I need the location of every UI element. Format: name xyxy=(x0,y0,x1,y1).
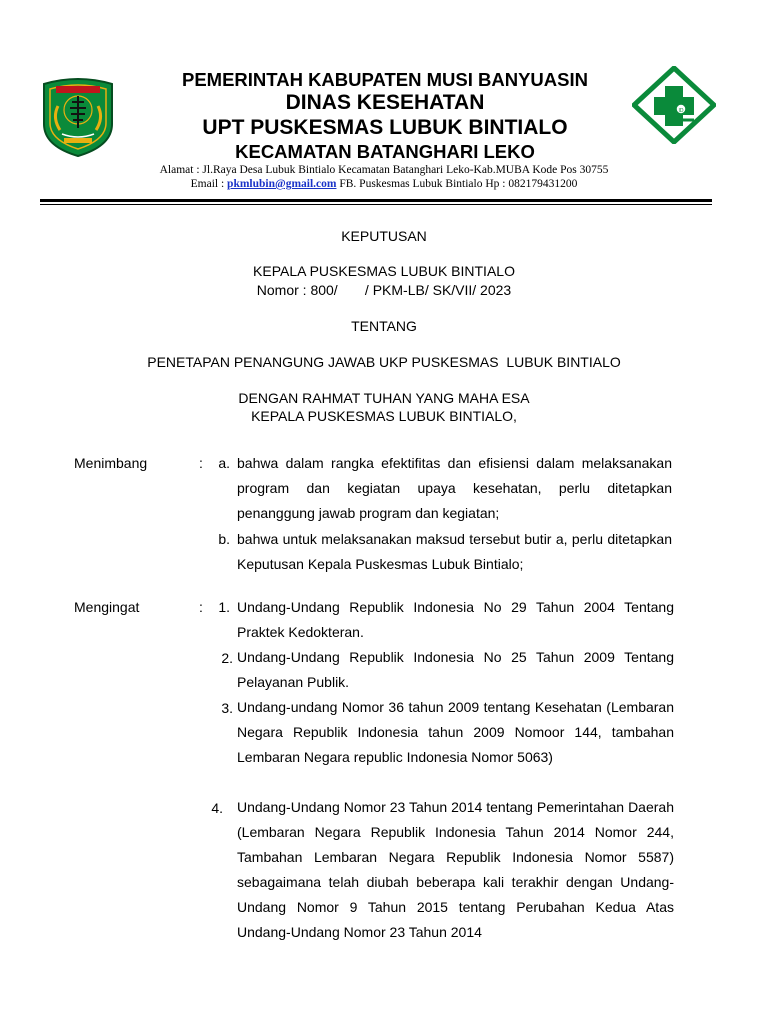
tentang-heading: TENTANG xyxy=(351,318,417,334)
letterhead-address: Alamat : Jl.Raya Desa Lubuk Bintialo Kecamatan Batanghari Leko-Kab.MUBA Kode Pos 30755 xyxy=(159,164,609,176)
mengingat-item-1: Undang-Undang Republik Indonesia No 29 Tahun 2004 Tentang Praktek Kedokteran. xyxy=(237,599,674,640)
mengingat-marker-2: 2. xyxy=(221,650,233,666)
mengingat-marker-3: 3. xyxy=(221,700,233,716)
decree-subject: PENETAPAN PENANGUNG JAWAB UKP PUSKESMAS LUBUK BINTIALO xyxy=(147,354,621,370)
letterhead-agency: DINAS KESEHATAN xyxy=(285,91,485,114)
email-label: Email : xyxy=(190,178,228,190)
menimbang-marker-a: a. xyxy=(218,455,230,471)
mengingat-item-4: Undang-Undang Nomor 23 Tahun 2014 tentang Pemerintahan Daerah (Lembaran Negara Republik Indonesia Tahun 2014 Nomor 244, Tambahan Lembaran Negara Republik Indonesia Nomor 5587) sebagaimana telah diubah beberapa kali terakhir dengan Undang-Undang Nomor 9 Tahun 2015 tentang Perubahan Kedua Atas Undang-Undang Nomor 23 Tahun 2014 xyxy=(237,799,674,940)
svg-text:ID: ID xyxy=(678,108,684,114)
issuer: KEPALA PUSKESMAS LUBUK BINTIALO xyxy=(253,263,515,279)
email-link[interactable]: pkmlubin@gmail.com xyxy=(227,178,337,190)
letterhead-puskesmas: UPT PUSKESMAS LUBUK BINTIALO xyxy=(202,116,568,139)
rahmat-line: DENGAN RAHMAT TUHAN YANG MAHA ESA xyxy=(238,390,530,406)
mengingat-item-3: Undang-undang Nomor 36 tahun 2009 tentang Kesehatan (Lembaran Negara Republik Indonesia tahun 2009 Nomoor 144, tambahan Lembaran Negara republic Indonesia Nomor 5063) xyxy=(237,699,674,765)
puskesmas-logo xyxy=(632,66,716,144)
regency-emblem-logo xyxy=(38,76,118,158)
menimbang-item-a: bahwa dalam rangka efektifitas dan efisiensi dalam melaksanakan program dan kegiatan upaya kesehatan, perlu ditetapkan penanggung jawab program dan kegiatan; xyxy=(237,455,672,521)
menimbang-label: Menimbang xyxy=(74,455,148,471)
letterhead-contact xyxy=(100,178,668,190)
issuer-repeat: KEPALA PUSKESMAS LUBUK BINTIALO, xyxy=(251,408,517,424)
letterhead-divider-thin xyxy=(40,204,712,205)
decree-number: Nomor : 800/ / PKM-LB/ SK/VII/ 2023 xyxy=(256,282,512,298)
doc-type: KEPUTUSAN xyxy=(341,228,427,244)
mengingat-label: Mengingat xyxy=(74,599,140,615)
mengingat-marker-1: 1. xyxy=(218,599,230,615)
letterhead-kecamatan: KECAMATAN BATANGHARI LEKO xyxy=(235,141,535,162)
mengingat-marker-4: 4. xyxy=(211,800,223,816)
menimbang-colon: : xyxy=(199,455,203,471)
mengingat-item-2: Undang-Undang Republik Indonesia No 25 Tahun 2009 Tentang Pelayanan Publik. xyxy=(237,649,674,690)
letterhead-government: PEMERINTAH KABUPATEN MUSI BANYUASIN xyxy=(182,69,588,90)
mengingat-colon: : xyxy=(199,599,203,615)
letterhead-divider-thick xyxy=(40,199,712,202)
menimbang-item-b: bahwa untuk melaksanakan maksud tersebut butir a, perlu ditetapkan Keputusan Kepala Puskesmas Lubuk Bintialo; xyxy=(237,531,672,572)
contact-details: FB. Puskesmas Lubuk Bintialo Hp : 082179431200 xyxy=(336,178,578,190)
menimbang-marker-b: b. xyxy=(218,531,230,547)
